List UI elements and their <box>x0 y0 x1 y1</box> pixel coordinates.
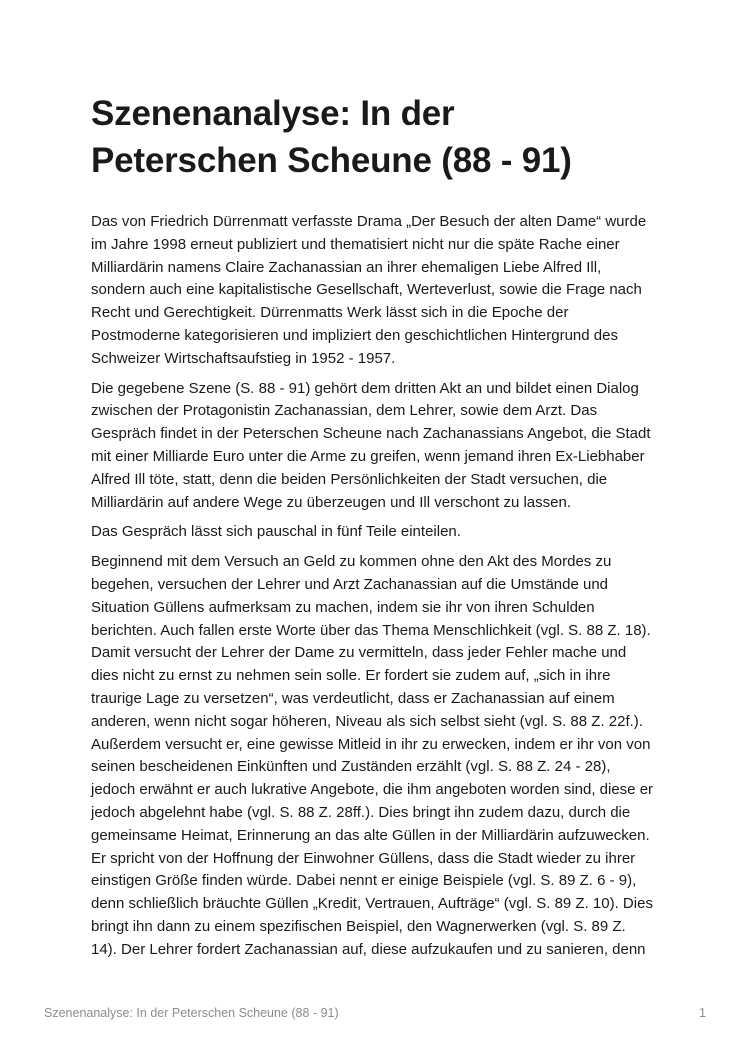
text-line: Milliardärin namens Claire Zachanassian an ihrer ehemaligen Liebe Alfred Ill, <box>91 258 602 276</box>
paragraph-intro <box>91 211 661 371</box>
paragraph-structure <box>91 521 661 544</box>
text-line: einstigen Größe finden würde. Dabei nennt er einige Beispiele (vgl. S. 89 Z. 6 - 9), <box>91 872 637 890</box>
text-line: Das Gespräch lässt sich pauschal in fünf Teile einteilen. <box>91 523 461 541</box>
text-line: Recht und Gerechtigkeit. Dürrenmatts Werk lässt sich in die Epoche der <box>91 304 569 322</box>
text-line: Das von Friedrich Dürrenmatt verfasste Drama „Der Besuch der alten Dame“ wurde <box>91 213 647 230</box>
text-line: gemeinsame Heimat, Erinnerung an das alte Güllen in der Milliardärin aufzuwecken. <box>91 826 650 844</box>
text-line: denn schließlich bräuchte Güllen „Kredit, Vertrauen, Aufträge“ (vgl. S. 89 Z. 10). Dies <box>91 895 653 913</box>
text-line: dies nicht zu ernst zu nehmen sein solle. Er fordert sie zudem auf, „sich in ihre <box>91 667 611 685</box>
text-line: seinen bescheidenen Einkünften und Zuständen erzählt (vgl. S. 88 Z. 24 - 28), <box>91 758 611 776</box>
text-line: begehen, versuchen der Lehrer und Arzt Zachanassian auf die Umstände und <box>91 575 609 593</box>
text-line: Milliardärin auf andere Wege zu überzeugen und Ill verschont zu lassen. <box>91 493 571 511</box>
text-line: Außerdem versucht er, eine gewisse Mitleid in ihr zu erwecken, indem er ihr von von <box>91 735 651 753</box>
text-line: jedoch abgelehnt habe (vgl. S. 88 Z. 28ff.). Dies bringt ihn zudem dazu, durch die <box>91 803 631 821</box>
text-line: Alfred Ill töte, statt, denn die beiden Persönlichkeiten der Stadt versuchen, die <box>91 470 608 488</box>
text-line: mit einer Milliarde Euro unter die Arme zu greifen, wenn jemand ihren Ex-Liebhaber <box>91 447 645 465</box>
title-line: Peterschen Scheune (88 - 91) <box>91 141 572 180</box>
text-line: anderen, wenn nicht sogar höheren, Niveau als sich selbst sieht (vgl. S. 88 Z. 22f.). <box>91 712 643 730</box>
text-line: zwischen der Protagonistin Zachanassian, dem Lehrer, sowie dem Arzt. Das <box>91 402 598 420</box>
text-line: 14). Der Lehrer fordert Zachanassian auf, diese aufzukaufen und zu sanieren, denn <box>91 940 646 958</box>
text-line: Postmoderne kategorisieren und impliziert den geschichtlichen Hintergrund des <box>91 326 618 344</box>
text-line: Damit versucht der Lehrer der Dame zu vermitteln, dass jeder Fehler mache und <box>91 644 627 662</box>
text-line: Beginnend mit dem Versuch an Geld zu kommen ohne den Akt des Mordes zu <box>91 553 612 571</box>
paragraph-scene <box>91 378 661 515</box>
footer-page-number: 1 <box>699 1006 706 1020</box>
text-line: Er spricht von der Hoffnung der Einwohner Güllens, dass die Stadt wieder zu ihrer <box>91 849 636 867</box>
text-line: traurige Lage zu versetzen“, was verdeutlicht, dass er Zachanassian auf einem <box>91 689 615 707</box>
paragraph-analysis <box>91 551 661 961</box>
text-line: Die gegebene Szene (S. 88 - 91) gehört dem dritten Akt an und bildet einen Dialog <box>91 379 639 397</box>
text-line: berichten. Auch fallen erste Worte über das Thema Menschlichkeit (vgl. S. 88 Z. 18). <box>91 621 651 639</box>
page-title <box>91 90 661 184</box>
text-line: bringt ihn dann zu einem spezifischen Beispiel, den Wagnerwerken (vgl. S. 89 Z. <box>91 917 626 935</box>
document-page <box>91 90 661 969</box>
footer-document-title: Szenenanalyse: In der Peterschen Scheune (88 - 91) <box>44 1006 339 1020</box>
text-line: sondern auch eine kapitalistische Gesellschaft, Werteverlust, sowie die Frage nach <box>91 281 642 299</box>
text-line: im Jahre 1998 erneut publiziert und thematisiert nicht nur die späte Rache einer <box>91 235 620 253</box>
text-line: Gespräch findet in der Peterschen Scheune nach Zachanassians Angebot, die Stadt <box>91 425 651 443</box>
text-line: jedoch erwähnt er auch lukrative Angebote, die ihm angeboten worden sind, diese er <box>91 781 654 799</box>
title-line: Szenenanalyse: In der <box>91 94 455 133</box>
text-line: Situation Güllens aufmerksam zu machen, indem sie ihr von ihren Schulden <box>91 598 595 616</box>
text-line: Schweizer Wirtschaftsaufstieg in 1952 - 1957. <box>91 349 396 367</box>
